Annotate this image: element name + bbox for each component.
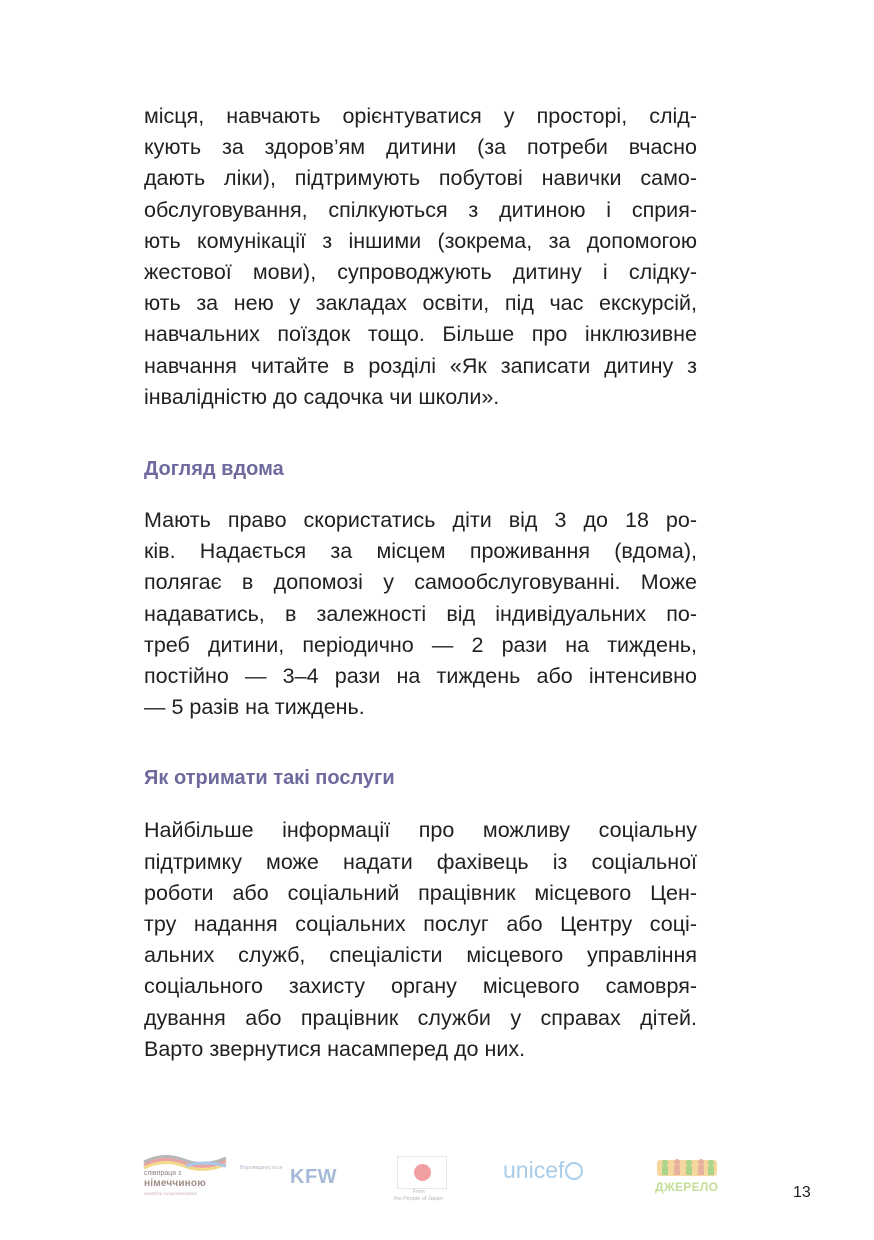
unicef-globe-icon — [565, 1162, 583, 1180]
cooperation-germany-logo — [142, 1152, 228, 1200]
text-line: ють за нею у закладах освіти, під час екскурсій, — [144, 291, 697, 316]
text-line: жестової мови), супроводжують дитину і слідку- — [144, 260, 697, 285]
text-line: ють комунікації з іншими (зокрема, за допомогою — [144, 228, 697, 253]
text-line: — 5 разів на тиждень. — [144, 695, 365, 720]
text-line: інвалідністю до садочка чи школи». — [144, 384, 500, 409]
kfw-logo: KFW — [290, 1166, 338, 1188]
page-content — [144, 101, 697, 1065]
text-line: Найбільше інформації про можливу соціальну — [144, 818, 697, 843]
implemented-by-label: Впроваджується — [240, 1165, 283, 1171]
dzherelo-logo — [653, 1156, 721, 1202]
unicef-wordmark: unicef — [503, 1157, 565, 1183]
coop-line2: німеччиною — [144, 1178, 206, 1189]
unicef-logo — [503, 1157, 583, 1184]
text-line: місця, навчають орієнтуватися у просторі, слід- — [144, 104, 697, 128]
coop-line3: deutsche zusammenarbeit — [144, 1191, 197, 1196]
section-heading-how-to-get-services: Як отримати такі послуги — [144, 767, 395, 790]
text-line: тру надання соціальних послуг або Центру соці- — [144, 912, 697, 937]
text-line: дування або працівник служби у справах дітей. — [144, 1005, 697, 1030]
japan-flag-icon — [397, 1156, 447, 1189]
paragraph-how-to-get-services — [144, 815, 697, 1065]
children-figures-icon — [657, 1156, 717, 1178]
text-line: надаватись, в залежності від індивідуальних по- — [144, 601, 697, 626]
text-line: підтримку може надати фахівець із соціальної — [144, 849, 697, 874]
japan-caption-line1: From — [413, 1189, 425, 1195]
paragraph-home-care — [144, 505, 697, 723]
text-line: Варто звернутися насамперед до них. — [144, 1036, 526, 1061]
flag-wave-icon — [142, 1152, 228, 1172]
dzherelo-wordmark: ДЖЕРЕЛО — [655, 1180, 719, 1194]
text-line: навчальних поїздок тощо. Більше про інклюзивне — [144, 322, 697, 347]
text-line: навчання читайте в розділі «Як записати дитину з — [144, 353, 697, 378]
text-line: треб дитини, періодично — 2 рази на тиждень, — [144, 632, 697, 657]
japan-logo — [392, 1156, 452, 1210]
text-line: кують за здоров’ям дитини (за потреби вчасно — [144, 135, 697, 160]
text-line: роботи або соціальний працівник місцевого Цен- — [144, 880, 697, 905]
text-line: Мають право скористатись діти від 3 до 18 ро- — [144, 508, 697, 533]
coop-line1: співпраця з — [144, 1170, 182, 1177]
text-line: постійно — 3–4 рази на тиждень або інтенсивно — [144, 664, 697, 689]
partner-logos-footer — [0, 1150, 874, 1210]
text-line: соціального захисту органу місцевого самовря- — [144, 974, 697, 999]
text-line: полягає в допомозі у самообслуговуванні. Може — [144, 570, 697, 595]
text-line: ків. Надається за місцем проживання (вдома), — [144, 539, 697, 564]
page-number: 13 — [793, 1184, 811, 1201]
text-line: альних служб, спеціалісти місцевого управління — [144, 943, 697, 968]
paragraph-personal-assistance — [144, 101, 697, 413]
text-line: дають ліки), підтримують побутові навички само- — [144, 166, 697, 191]
japan-caption-line2: the People of Japan — [394, 1196, 443, 1202]
text-line: обслуговування, спілкуються з дитиною і сприя- — [144, 197, 697, 222]
section-heading-home-care: Догляд вдома — [144, 458, 284, 481]
